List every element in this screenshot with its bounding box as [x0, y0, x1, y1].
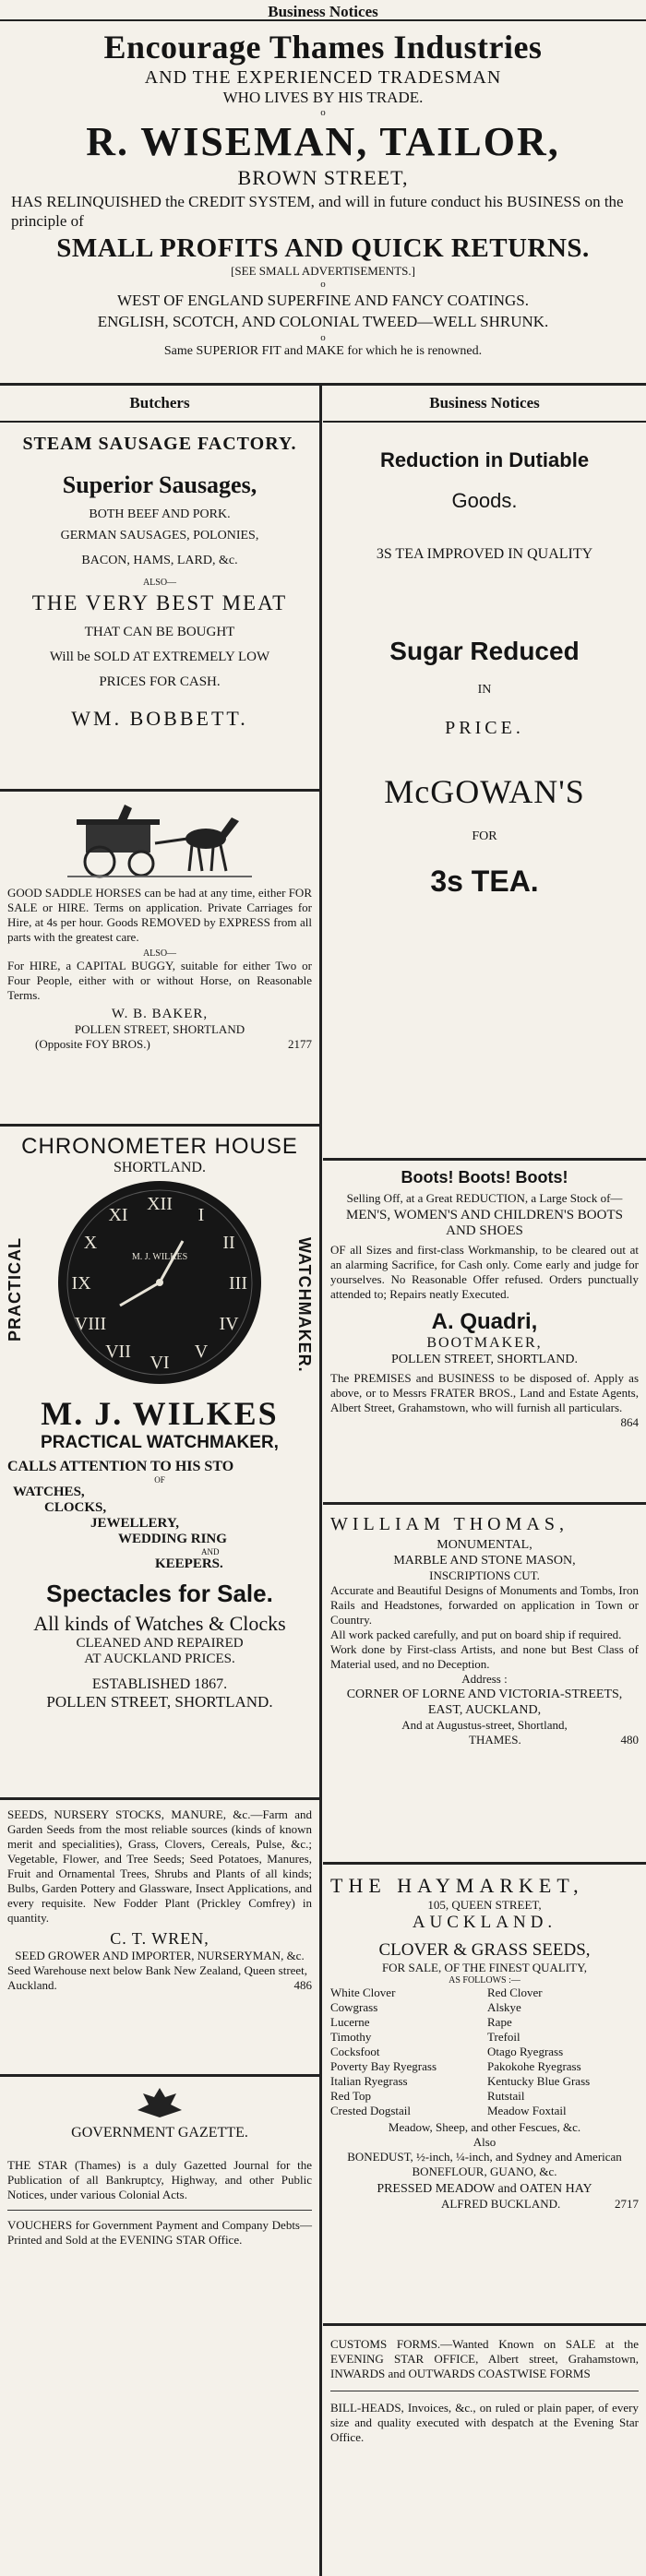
seed-list-right	[487, 1986, 639, 2118]
ad-line: 3s TEA.	[430, 865, 539, 898]
svg-text:II: II	[222, 1233, 235, 1253]
item-clocks: CLOCKS,	[44, 1500, 107, 1515]
item-watches: WATCHES,	[13, 1485, 85, 1499]
seed-list	[330, 1986, 639, 2118]
seed-item: Alskye	[487, 2000, 521, 2014]
ad-line: CALLS ATTENTION TO HIS STO	[7, 1459, 234, 1474]
ad-number: 864	[620, 1415, 639, 1429]
ad-line: THAT CAN BE BOUGHT	[84, 625, 235, 639]
ad-line: 105, QUEEN STREET,	[427, 1898, 542, 1912]
watchmaker-name: M. J. WILKES	[41, 1395, 279, 1432]
item-jewellery: JEWELLERY,	[90, 1516, 180, 1531]
divider	[7, 2210, 312, 2211]
ad-line: Goods.	[451, 489, 518, 512]
svg-text:VI: VI	[150, 1353, 170, 1373]
svg-text:I: I	[197, 1205, 205, 1225]
ad-slogan: SMALL PROFITS AND QUICK RETURNS.	[56, 233, 590, 263]
crest-icon	[132, 2084, 187, 2121]
ad-line: BOTH BEEF AND PORK.	[89, 507, 231, 521]
left-column	[0, 386, 322, 2576]
tailor-name: R. WISEMAN, TAILOR,	[86, 119, 560, 164]
buckland-line	[330, 2197, 639, 2212]
ad-body: Work done by First-class Artists, and none but Best Class of Material used, and no Deception.	[330, 1642, 639, 1671]
svg-text:III: III	[229, 1273, 247, 1294]
svg-text:XI: XI	[108, 1205, 128, 1225]
ad-line: BACON, HAMS, LARD, &c.	[81, 554, 238, 567]
section-header: Butchers	[0, 386, 319, 423]
wilkes-watchmaker-ad	[0, 1127, 319, 1800]
ad-number: 2177	[288, 1037, 312, 1051]
ad-line: Same SUPERIOR FIT and MAKE for which he is renowned.	[163, 344, 483, 358]
established: ESTABLISHED 1867.	[91, 1676, 228, 1692]
ad-line: INSCRIPTIONS CUT.	[429, 1568, 540, 1582]
seed-item: Meadow Foxtail	[487, 2104, 567, 2117]
mason-address: And at Augustus-street, Shortland,	[401, 1718, 568, 1732]
grocer-name: McGOWAN'S	[384, 773, 585, 810]
baker-livery-ad	[0, 792, 319, 1127]
ad-line: Meadow, Sheep, and other Fescues, &c.	[388, 2120, 581, 2134]
seed-item: Timothy	[330, 2030, 372, 2044]
opposite-note: (Opposite FOY BROS.)	[35, 1037, 150, 1051]
ad-line: AT AUCKLAND PRICES.	[84, 1652, 235, 1666]
government-gazette-ad	[0, 2077, 319, 2576]
ad-title: THE HAYMARKET,	[330, 1874, 584, 1897]
ad-line: MEN'S, WOMEN'S AND CHILDREN'S BOOTS AND SHOES	[346, 1208, 623, 1238]
seed-item: White Clover	[330, 1986, 396, 1999]
sausage-factory-ad	[0, 423, 319, 792]
baker-opposite-line	[7, 1037, 312, 1052]
evening-star-forms-ad	[323, 2326, 646, 2576]
columns	[0, 386, 646, 2576]
clock-illustration	[54, 1176, 266, 1389]
ad-subtitle: CLOVER & GRASS SEEDS,	[378, 1940, 591, 1960]
ad-line: FOR	[472, 829, 497, 843]
ad-body: HAS RELINQUISHED the CREDIT SYSTEM, and will in future conduct his BUSINESS on the principle of	[11, 193, 624, 230]
ad-line: OF	[154, 1475, 165, 1485]
ad-title: Boots! Boots! Boots!	[401, 1168, 568, 1187]
ad-body: VOUCHERS for Government Payment and Company Debts—Printed and Sold at the EVENING STAR Office.	[7, 2218, 312, 2247]
clock-maker-label: M. J. WILKES	[131, 1252, 188, 1262]
page-header: Business Notices	[0, 0, 646, 21]
svg-text:V: V	[194, 1342, 209, 1362]
svg-text:XII: XII	[147, 1194, 173, 1214]
ad-number: 480	[620, 1733, 639, 1747]
seed-item: Cocksfoot	[330, 2045, 380, 2058]
thomas-thames-line	[330, 1733, 639, 1747]
mcgowan-tea-ad	[323, 423, 646, 1161]
quadri-boots-ad	[323, 1161, 646, 1505]
seed-item: Red Top	[330, 2089, 371, 2103]
seed-item: Italian Ryegrass	[330, 2074, 408, 2088]
wren-address-line	[7, 1963, 312, 1993]
ad-subline: WHO LIVES BY HIS TRADE.	[222, 89, 424, 106]
ad-line: AND	[201, 1547, 220, 1556]
mason-name: WILLIAM THOMAS,	[330, 1514, 568, 1534]
ad-body: CUSTOMS FORMS.—Wanted Known on SALE at the EVENING STAR OFFICE, Albert street, Grahamstown, INWARDS and OUTWARDS COASTWISE FORMS	[330, 2337, 639, 2380]
carriage-illustration	[67, 797, 252, 882]
seed-item: Cowgrass	[330, 2000, 378, 2014]
ad-line: PRESSED MEADOW and OATEN HAY	[377, 2182, 592, 2196]
ad-body: For HIRE, a CAPITAL BUGGY, suitable for either Two or Four People, either with or without Horse, on Reasonable Terms.	[7, 959, 312, 1002]
seed-list-left	[330, 1986, 482, 2118]
thomas-mason-ad	[323, 1505, 646, 1865]
merchant-name: ALFRED BUCKLAND.	[441, 2197, 561, 2211]
ad-line: FOR SALE, OF THE FINEST QUALITY,	[381, 1961, 588, 1974]
ad-body: All work packed carefully, and put on board ship if required.	[330, 1628, 622, 1641]
wren-seeds-ad	[0, 1800, 319, 2077]
watchmaker-trade: PRACTICAL WATCHMAKER,	[41, 1433, 279, 1452]
haymarket-seeds-ad	[323, 1865, 646, 2326]
ad-line: All kinds of Watches & Clocks	[33, 1612, 286, 1635]
ad-line: AUCKLAND.	[412, 1913, 557, 1932]
side-label: WATCHMAKER.	[295, 1237, 314, 1373]
ad-line: BONEDUST, ½-inch, ¼-inch, and Sydney and American BONEFLOUR, GUANO, &c.	[347, 2150, 622, 2178]
seedsman-trade: SEED GROWER AND IMPORTER, NURSERYMAN, &c.	[15, 1949, 305, 1962]
seed-item: Kentucky Blue Grass	[487, 2074, 591, 2088]
ad-line: Sugar Reduced	[389, 637, 580, 665]
ad-body: BILL-HEADS, Invoices, &c., on ruled or plain paper, of every size and quality executed with despatch at the Evening Star Office.	[330, 2401, 639, 2444]
seed-item: Poverty Bay Ryegrass	[330, 2059, 437, 2073]
bootmaker-name: A. Quadri,	[431, 1309, 538, 1334]
section-header: Business Notices	[323, 386, 646, 423]
seed-item: Rutstail	[487, 2089, 525, 2103]
ad-line: Will be SOLD AT EXTREMELY LOW	[49, 650, 270, 664]
ad-body: GOOD SADDLE HORSES can be had at any time, either FOR SALE or HIRE. Terms on application. Private Carriages for Hire, at 4s per hour. Goods REMOVED by EXPRESS from all parts with the greatest care.	[7, 886, 312, 944]
see-note: [SEE SMALL ADVERTISEMENTS.]	[231, 264, 415, 278]
ad-title: GOVERNMENT GAZETTE.	[71, 2125, 248, 2141]
item-keepers: KEEPERS.	[155, 1556, 223, 1571]
baker-address: POLLEN STREET, SHORTLAND	[74, 1022, 245, 1036]
ad-line: AS FOLLOWS :—	[449, 1975, 520, 1986]
wren-address: Seed Warehouse next below Bank New Zealand, Queen street, Auckland.	[7, 1963, 308, 1992]
ornament: o	[320, 107, 326, 118]
mason-address: CORNER OF LORNE AND VICTORIA-STREETS, EAST, AUCKLAND,	[346, 1688, 623, 1717]
seed-item: Otago Ryegrass	[487, 2045, 564, 2058]
wiseman-tailor-ad	[0, 21, 646, 386]
right-column	[323, 386, 646, 2576]
also-label: ALSO—	[142, 948, 177, 959]
ad-headline: Encourage Thames Industries	[103, 29, 543, 66]
spectacles-line: Spectacles for Sale.	[46, 1580, 273, 1607]
ad-line: ENGLISH, SCOTCH, AND COLONIAL TWEED—WELL SHRUNK.	[97, 313, 549, 330]
mason-address: THAMES.	[469, 1733, 521, 1747]
side-label: PRACTICAL	[6, 1237, 24, 1342]
ad-line: Reduction in Dutiable	[379, 448, 590, 471]
ad-body: The PREMISES and BUSINESS to be disposed of. Apply as above, or to Messrs FRATER BROS., Land and Estate Agents, Albert Street, Grahamstown, who will furnish all particulars.	[330, 1371, 639, 1414]
svg-text:IX: IX	[71, 1273, 91, 1294]
butcher-name: WM. BOBBETT.	[71, 707, 248, 730]
ornament: o	[320, 279, 326, 290]
ad-body: Selling Off, at a Great REDUCTION, a Large Stock of—	[346, 1191, 623, 1205]
tailor-street: BROWN STREET,	[237, 166, 409, 189]
seed-item: Rape	[487, 2015, 512, 2029]
ad-number: 2717	[615, 2197, 639, 2211]
ad-subtitle: SHORTLAND.	[114, 1160, 206, 1175]
ad-line: PRICES FOR CASH.	[99, 674, 221, 689]
seed-item: Crested Dogstail	[330, 2104, 412, 2117]
ad-line: 3S TEA IMPROVED IN QUALITY	[376, 546, 593, 562]
ad-body: OF all Sizes and first-class Workmanship, to be cleared out at an alarming Sacrifice, for Cash only. Come early and judge for yourselves. No Reasonable Offer refused. Orders punctually attended to; Repairs neatly Executed.	[330, 1243, 639, 1301]
also-label: Also	[473, 2135, 496, 2149]
ad-subline: AND THE EXPERIENCED TRADESMAN	[144, 67, 502, 88]
baker-name: W. B. BAKER,	[111, 1007, 209, 1021]
seed-item: Red Clover	[487, 1986, 543, 1999]
svg-text:IV: IV	[219, 1314, 239, 1334]
ad-number: 486	[293, 1978, 312, 1992]
ad-line: PRICE.	[445, 718, 524, 738]
address-label: Address :	[461, 1672, 508, 1686]
ad-body: Accurate and Beautiful Designs of Monuments and Tombs, Iron Rails and Headstones, forwarded on application in Town or Country.	[330, 1583, 639, 1627]
also-label: ALSO—	[142, 578, 177, 588]
ad-line: IN	[477, 683, 492, 697]
ad-title: CHRONOMETER HOUSE	[21, 1134, 298, 1159]
seed-item: Pakokohe Ryegrass	[487, 2059, 581, 2073]
ad-line: CLEANED AND REPAIRED	[76, 1636, 244, 1651]
seed-item: Trefoil	[487, 2030, 520, 2044]
seedsman-name: C. T. WREN,	[110, 1929, 209, 1948]
ad-title: STEAM SAUSAGE FACTORY.	[22, 434, 297, 454]
bootmaker-address: POLLEN STREET, SHORTLAND.	[391, 1353, 578, 1366]
ad-line: GERMAN SAUSAGES, POLONIES,	[60, 529, 259, 543]
svg-text:VIII: VIII	[74, 1314, 107, 1334]
svg-text:VII: VII	[105, 1342, 131, 1362]
bootmaker-trade: BOOTMAKER,	[426, 1335, 543, 1351]
ornament: o	[320, 332, 326, 343]
ad-subtitle: Superior Sausages,	[62, 471, 257, 498]
svg-text:X: X	[83, 1233, 98, 1253]
wilkes-address: POLLEN STREET, SHORTLAND.	[46, 1693, 273, 1711]
ad-body: THE STAR (Thames) is a duly Gazetted Journal for the Publication of all Bankruptcy, Highway, and other Public Notices, under various Colonial Acts.	[7, 2158, 312, 2201]
ad-body: SEEDS, NURSERY STOCKS, MANURE, &c.—Farm and Garden Seeds from the most reliable sources (kinds of known merit and specialities), Grass, Clovers, Cereals, Pulse, &c.; Vegetable, Flower, and Tree Seeds; Seed Potatoes, Manures, Fruit and Ornamental Trees, Shrubs and Plants of all kinds; Bulbs, Garden Pottery and Glassware, Insect Applications, and every requisite. New Fodder Plant (Prickley Comfrey) in quantity.	[7, 1807, 312, 1925]
ad-line: WEST OF ENGLAND SUPERFINE AND FANCY COATINGS.	[117, 292, 529, 309]
ad-line: MONUMENTAL,	[437, 1538, 532, 1552]
seed-item: Lucerne	[330, 2015, 370, 2029]
item-wedding-ring: WEDDING RING	[118, 1532, 227, 1546]
ad-line: THE VERY BEST MEAT	[31, 591, 288, 614]
ad-line: MARBLE AND STONE MASON,	[393, 1554, 576, 1568]
